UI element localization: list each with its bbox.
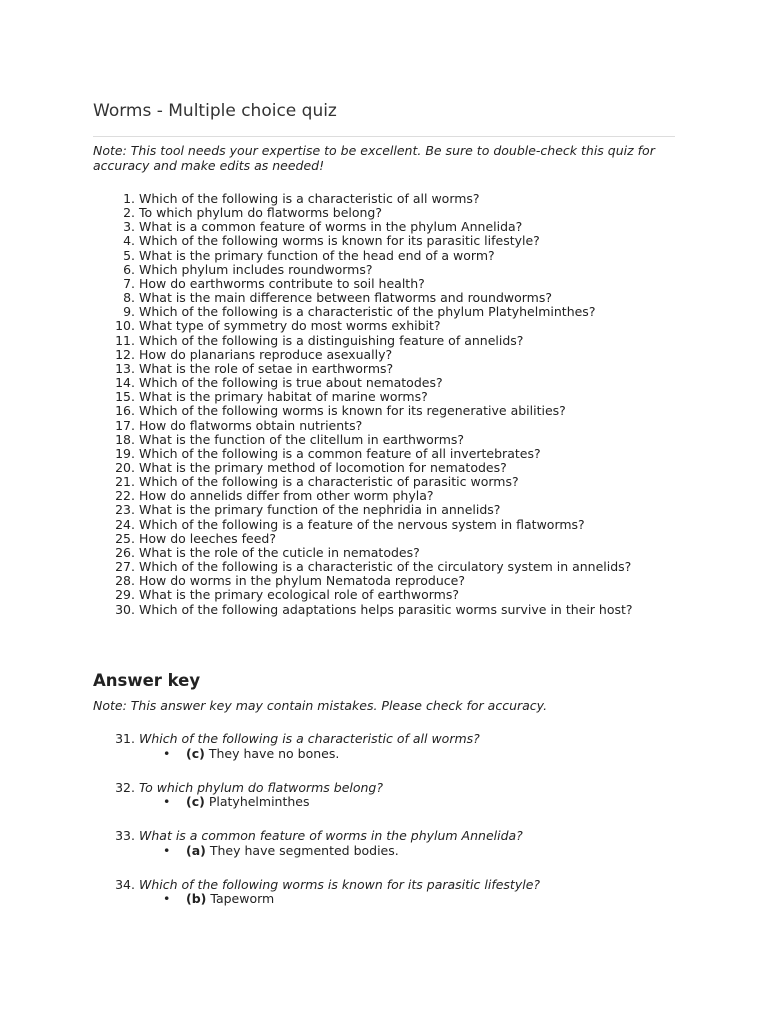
question-item xyxy=(93,334,633,348)
answer-option xyxy=(139,747,540,762)
question-item xyxy=(93,404,633,418)
question-item xyxy=(93,560,633,574)
question-item xyxy=(93,277,633,291)
question-text: What type of symmetry do most worms exhibit? xyxy=(139,318,441,334)
answer-number: 32. xyxy=(115,779,135,795)
question-item xyxy=(93,319,633,333)
question-item xyxy=(93,588,633,602)
question-text: What is the main difference between flatworms and roundworms? xyxy=(139,290,553,306)
question-text: What is the primary function of the nephridia in annelids? xyxy=(139,502,501,518)
question-text: Which of the following is true about nematodes? xyxy=(139,375,443,391)
answer-key-note: Note: This answer key may contain mistakes. Please check for accuracy. xyxy=(93,698,548,713)
question-number: 29. xyxy=(115,587,135,603)
title-divider xyxy=(93,136,675,137)
question-number: 21. xyxy=(115,474,135,490)
question-text: What is the function of the clitellum in earthworms? xyxy=(139,431,465,447)
question-text: What is the role of setae in earthworms? xyxy=(139,360,394,376)
question-number: 10. xyxy=(115,318,135,334)
question-text: Which of the following worms is known for its parasitic lifestyle? xyxy=(139,233,540,249)
question-text: How do leeches feed? xyxy=(139,530,276,546)
question-item xyxy=(93,206,633,220)
question-item xyxy=(93,390,633,404)
answer-option xyxy=(139,795,540,810)
question-number: 12. xyxy=(115,346,135,362)
answer-letter: (c) xyxy=(186,794,205,809)
bullet: • xyxy=(163,842,171,858)
question-item xyxy=(93,461,633,475)
question-text: Which of the following is a feature of the nervous system in flatworms? xyxy=(139,516,585,532)
question-number: 22. xyxy=(115,488,135,504)
question-item xyxy=(93,503,633,517)
answer-text: They have no bones. xyxy=(208,745,340,761)
question-text: Which of the following is a characteristic of the phylum Platyhelminthes? xyxy=(139,304,596,320)
question-item xyxy=(93,433,633,447)
question-item xyxy=(93,447,633,461)
question-item xyxy=(93,249,633,263)
question-number: 27. xyxy=(115,559,135,575)
answer-letter: (c) xyxy=(186,745,205,761)
question-text: Which of the following is a common feature of all invertebrates? xyxy=(139,445,541,461)
question-number: 9. xyxy=(123,304,135,320)
question-number: 25. xyxy=(115,530,135,546)
question-text: How do flatworms obtain nutrients? xyxy=(139,417,363,433)
question-text: How do earthworms contribute to soil health? xyxy=(139,275,425,291)
answer-option xyxy=(139,892,540,907)
question-number: 17. xyxy=(115,417,135,433)
question-item xyxy=(93,546,633,560)
bullet: • xyxy=(163,794,171,809)
question-item xyxy=(93,376,633,390)
question-item xyxy=(93,532,633,546)
question-text: What is the role of the cuticle in nematodes? xyxy=(139,544,420,560)
question-number: 19. xyxy=(115,445,135,461)
question-number: 13. xyxy=(115,360,135,376)
answer-question: What is a common feature of worms in the phylum Annelida? xyxy=(139,828,523,843)
question-text: Which of the following worms is known for its regenerative abilities? xyxy=(139,403,566,419)
bullet: • xyxy=(163,891,171,906)
answer-question: Which of the following is a characteristic of all worms? xyxy=(139,731,480,746)
question-item xyxy=(93,362,633,376)
answer-text: Platyhelminthes xyxy=(208,794,310,809)
question-number: 30. xyxy=(115,601,135,617)
answer-item xyxy=(93,732,540,781)
question-item xyxy=(93,475,633,489)
question-item xyxy=(93,291,633,305)
question-number: 2. xyxy=(123,205,135,221)
question-text: What is the primary habitat of marine worms? xyxy=(139,389,428,405)
question-item xyxy=(93,192,633,206)
question-item xyxy=(93,574,633,588)
question-number: 23. xyxy=(115,502,135,518)
question-item xyxy=(93,234,633,248)
question-item xyxy=(93,305,633,319)
question-text: Which of the following is a distinguishing feature of annelids? xyxy=(139,332,524,348)
bullet: • xyxy=(163,745,171,761)
answer-option xyxy=(139,844,540,859)
question-number: 4. xyxy=(123,233,135,249)
answer-list xyxy=(93,732,540,926)
question-text: What is a common feature of worms in the phylum Annelida? xyxy=(139,219,523,235)
question-number: 20. xyxy=(115,459,135,475)
question-text: How do planarians reproduce asexually? xyxy=(139,346,393,362)
answer-number: 33. xyxy=(115,828,135,843)
question-item xyxy=(93,419,633,433)
question-number: 26. xyxy=(115,544,135,560)
answer-text: They have segmented bodies. xyxy=(209,842,399,858)
question-number: 16. xyxy=(115,403,135,419)
answer-letter: (b) xyxy=(186,891,207,906)
question-item xyxy=(93,518,633,532)
question-item xyxy=(93,263,633,277)
question-item xyxy=(93,220,633,234)
answer-item xyxy=(93,829,540,878)
question-text: Which of the following adaptations helps parasitic worms survive in their host? xyxy=(139,601,633,617)
answer-question: Which of the following worms is known for its parasitic lifestyle? xyxy=(139,876,541,892)
question-number: 18. xyxy=(115,431,135,447)
question-number: 28. xyxy=(115,573,135,589)
question-text: Which of the following is a characteristic of parasitic worms? xyxy=(139,474,519,490)
answer-key-heading: Answer key xyxy=(93,671,201,690)
question-text: What is the primary function of the head end of a worm? xyxy=(139,247,495,263)
question-number: 24. xyxy=(115,516,135,532)
question-number: 15. xyxy=(115,389,135,405)
question-text: To which phylum do flatworms belong? xyxy=(139,205,382,221)
question-number: 7. xyxy=(123,275,135,291)
answer-item xyxy=(93,781,540,830)
quiz-title: Worms - Multiple choice quiz xyxy=(93,101,337,121)
answer-number: 34. xyxy=(115,876,135,892)
question-number: 14. xyxy=(115,375,135,391)
question-item xyxy=(93,489,633,503)
question-item xyxy=(93,348,633,362)
answer-question: To which phylum do flatworms belong? xyxy=(139,779,384,795)
question-text: Which phylum includes roundworms? xyxy=(139,261,373,277)
question-number: 6. xyxy=(123,261,135,277)
answer-number: 31. xyxy=(115,731,135,746)
question-text: Which of the following is a characteristic of all worms? xyxy=(139,191,480,206)
question-number: 1. xyxy=(123,191,135,206)
question-text: How do annelids differ from other worm phyla? xyxy=(139,488,434,504)
answer-letter: (a) xyxy=(186,842,206,858)
question-list xyxy=(93,192,633,617)
question-text: Which of the following is a characteristic of the circulatory system in annelids? xyxy=(139,559,632,575)
question-number: 5. xyxy=(123,247,135,263)
question-text: What is the primary method of locomotion for nematodes? xyxy=(139,459,507,475)
question-text: What is the primary ecological role of earthworms? xyxy=(139,587,459,603)
answer-item xyxy=(93,878,540,927)
question-number: 11. xyxy=(115,332,135,348)
question-text: How do worms in the phylum Nematoda reproduce? xyxy=(139,573,465,589)
answer-text: Tapeworm xyxy=(210,891,275,906)
question-item xyxy=(93,603,633,617)
question-number: 8. xyxy=(123,290,135,306)
quiz-note: Note: This tool needs your expertise to be excellent. Be sure to double-check this quiz for accuracy and make edits as needed! xyxy=(93,143,655,173)
question-number: 3. xyxy=(123,219,135,235)
